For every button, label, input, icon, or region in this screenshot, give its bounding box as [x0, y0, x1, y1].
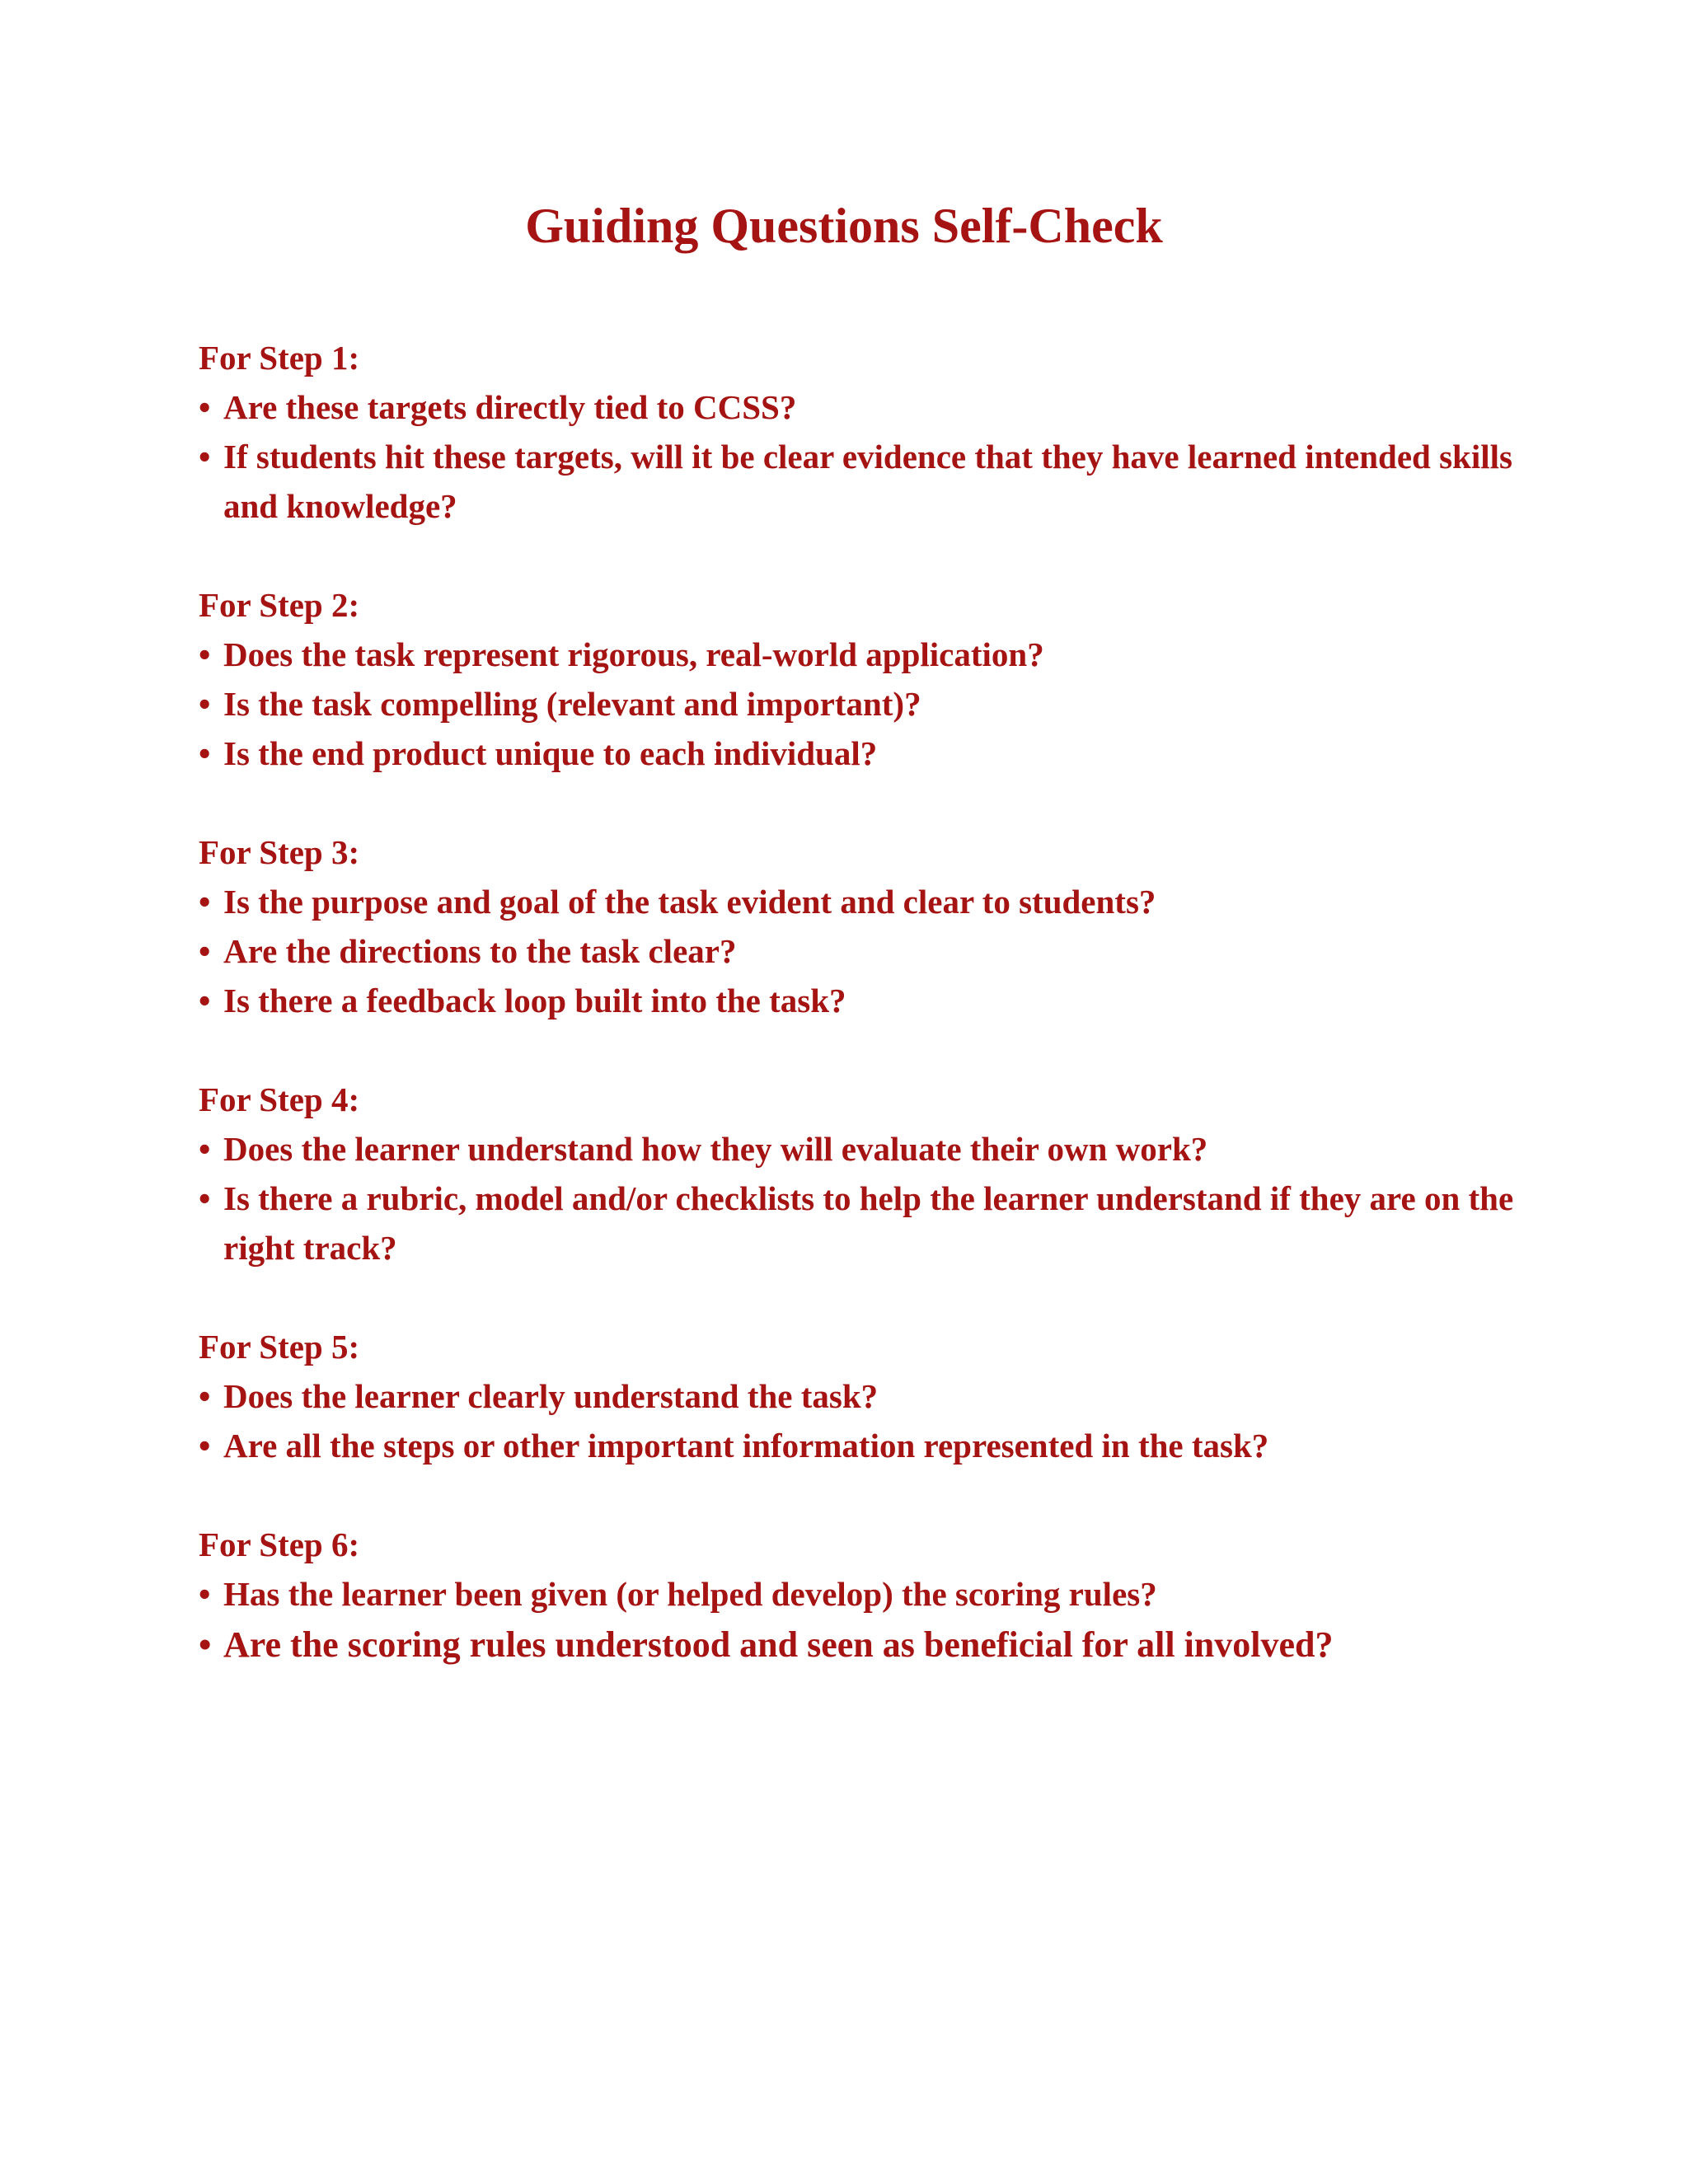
list-item-text: Is there a rubric, model and/or checklists to help the learner understand if they are on the right track?: [223, 1179, 1514, 1267]
bullet-icon: •: [199, 734, 211, 772]
bullet-icon: •: [199, 1427, 211, 1465]
list-item-text: Are these targets directly tied to CCSS?: [223, 388, 797, 426]
bullet-icon: •: [199, 1179, 211, 1217]
list-item: [199, 382, 1517, 432]
list-item: [199, 1421, 1517, 1470]
section-step-4: [199, 1075, 1517, 1272]
list-item-text: Is the end product unique to each individual?: [223, 734, 878, 772]
list-item: [199, 432, 1517, 531]
section-step-5: [199, 1322, 1517, 1470]
page-title: Guiding Questions Self-Check: [525, 199, 1163, 253]
list-item-text: Is the purpose and goal of the task evident and clear to students?: [223, 883, 1156, 921]
question-list: [199, 1124, 1517, 1272]
list-item-text: Are the scoring rules understood and seen as beneficial for all involved?: [223, 1624, 1334, 1665]
list-item-text: If students hit these targets, will it be clear evidence that they have learned intended skills and knowledge?: [223, 438, 1512, 525]
bullet-icon: •: [199, 883, 211, 921]
content: [199, 333, 1517, 1721]
question-list: [199, 1371, 1517, 1470]
list-item: [199, 729, 1517, 778]
section-heading: For Step 1:: [199, 339, 360, 377]
bullet-icon: •: [199, 1575, 211, 1613]
section-step-3: [199, 827, 1517, 1025]
list-item: [199, 679, 1517, 729]
section-heading: For Step 4:: [199, 1080, 360, 1118]
list-item: [199, 1124, 1517, 1174]
section-heading: For Step 2:: [199, 586, 360, 624]
question-list: [199, 630, 1517, 778]
bullet-icon: •: [199, 1130, 211, 1168]
section-heading: For Step 3:: [199, 833, 360, 871]
bullet-icon: •: [199, 685, 211, 723]
question-list: [199, 877, 1517, 1025]
bullet-icon: •: [199, 635, 211, 673]
question-list: [199, 1569, 1517, 1671]
list-item-text: Does the learner understand how they will evaluate their own work?: [223, 1130, 1208, 1168]
section-step-6: [199, 1520, 1517, 1671]
bullet-icon: •: [199, 1377, 211, 1415]
list-item-text: Does the learner clearly understand the task?: [223, 1377, 879, 1415]
list-item: [199, 630, 1517, 679]
section-step-1: [199, 333, 1517, 531]
list-item: [199, 877, 1517, 926]
list-item: [199, 1619, 1517, 1671]
list-item: [199, 926, 1517, 976]
list-item-text: Is there a feedback loop built into the task?: [223, 982, 846, 1019]
question-list: [199, 382, 1517, 531]
list-item: [199, 1174, 1517, 1272]
list-item-text: Is the task compelling (relevant and important)?: [223, 685, 921, 723]
bullet-icon: •: [199, 1624, 212, 1665]
bullet-icon: •: [199, 438, 211, 476]
section-heading: For Step 6:: [199, 1526, 360, 1563]
list-item-text: Does the task represent rigorous, real-world application?: [223, 635, 1044, 673]
list-item: [199, 1569, 1517, 1619]
section-step-2: [199, 580, 1517, 778]
list-item: [199, 1371, 1517, 1421]
bullet-icon: •: [199, 388, 211, 426]
list-item-text: Are all the steps or other important information represented in the task?: [223, 1427, 1269, 1465]
list-item: [199, 976, 1517, 1025]
bullet-icon: •: [199, 982, 211, 1019]
list-item-text: Has the learner been given (or helped develop) the scoring rules?: [223, 1575, 1157, 1613]
bullet-icon: •: [199, 932, 211, 970]
list-item-text: Are the directions to the task clear?: [223, 932, 737, 970]
section-heading: For Step 5:: [199, 1328, 360, 1366]
